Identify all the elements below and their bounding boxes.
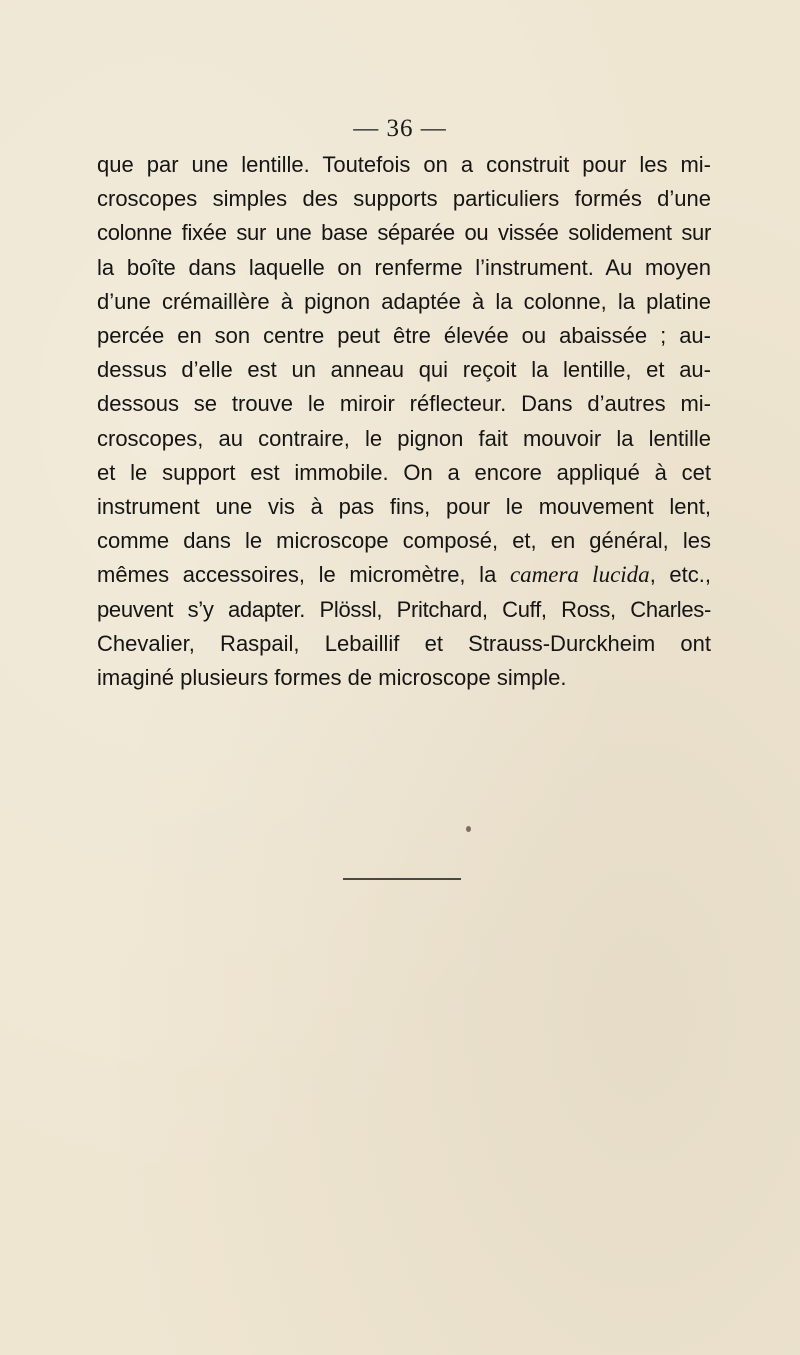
section-end-rule: [343, 878, 461, 880]
text-line-7: dessus d’elle est un anneau qui reçoit la lentille, et au-: [97, 357, 711, 383]
text-line-14: peuvent s’y adapter. Plössl, Pritchard, Cuff, Ross, Charles-: [97, 596, 711, 622]
text-line-10: et le support est immobile. On a encore appliqué à cet: [97, 459, 711, 485]
text-line-13: [97, 558, 711, 592]
text-line-4: la boîte dans laquelle on renferme l’instrument. Au moyen: [97, 254, 711, 280]
camera-lucida-italic: camera lucida: [509, 562, 650, 588]
text-line-11: instrument une vis à pas fins, pour le mouvement lent,: [97, 494, 711, 520]
text-line-12: comme dans le microscope composé, et, en général, les: [97, 528, 711, 554]
text-line-2: croscopes simples des supports particuliers formés d’une: [97, 186, 711, 212]
page-number-header: — 36 —: [353, 115, 447, 142]
text-line-16: imaginé plusieurs formes de microscope simple.: [97, 665, 567, 691]
body-paragraph: [97, 148, 711, 695]
text-line-15: Chevalier, Raspail, Lebaillif et Strauss-Durckheim ont: [97, 630, 711, 656]
text-line-6: percée en son centre peut être élevée ou abaissée ; au-: [97, 323, 711, 349]
text-line-13-end: , etc.,: [649, 562, 712, 588]
text-line-13-start: mêmes accessoires, le micromètre, la: [97, 562, 510, 588]
ink-speck: [466, 826, 471, 832]
text-line-8: dessous se trouve le miroir réflecteur. Dans d’autres mi-: [97, 391, 711, 417]
text-line-3: colonne fixée sur une base séparée ou vissée solidement sur: [97, 220, 711, 246]
text-line-1: que par une lentille. Toutefois on a construit pour les mi-: [97, 152, 711, 177]
text-line-9: croscopes, au contraire, le pignon fait mouvoir la lentille: [97, 425, 711, 451]
text-line-5: d’une crémaillère à pignon adaptée à la colonne, la platine: [97, 288, 711, 314]
